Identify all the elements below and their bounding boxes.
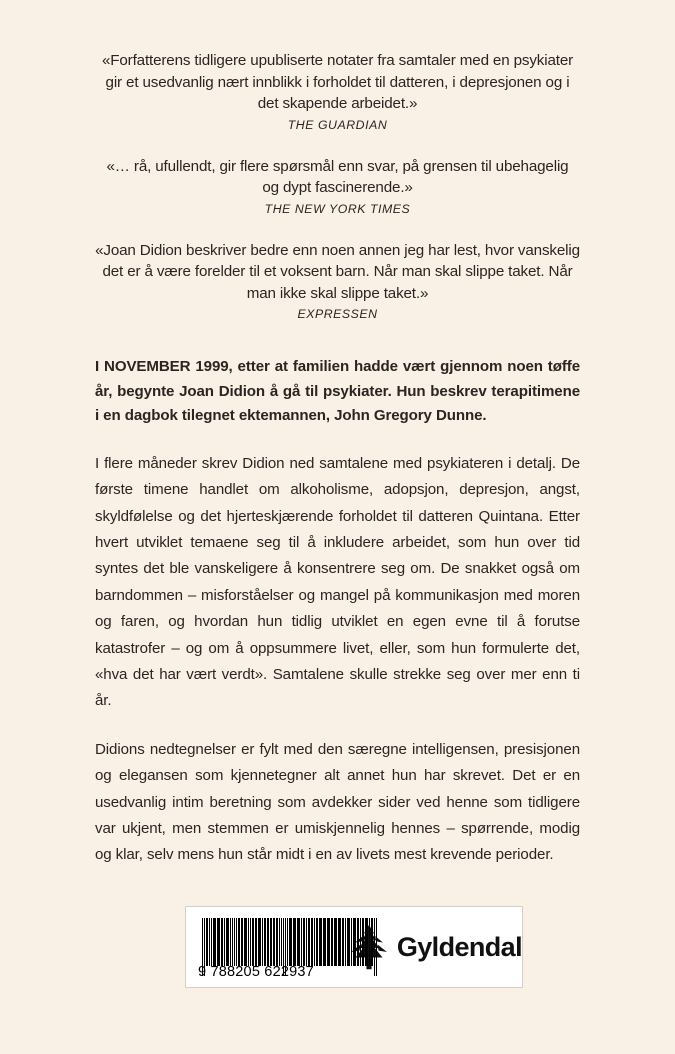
barcode-bars xyxy=(202,918,378,966)
review-quote-text: «Forfatterens tidligere upubliserte notater fra samtaler med en psykiater gir et usedvanlig nært innblikk i forholdet til datteren, i depresjonen og i det skapende arbeidet.» xyxy=(101,52,574,112)
review-quote-source: THE GUARDIAN xyxy=(287,117,388,132)
blurb-paragraph: Didions nedtegnelser er fylt med den særegne intelligensen, presisjonen og elegansen som kjennetegner alt annet hun har skrevet. Det er en usedvanlig intim beretning som avdekker sider ved henne som tidligere var ukjent, men stemmen er umiskjennelig hennes – spørrende, modig og klar, selv mens hun står midt i en av livets mest krevende perioder. xyxy=(95,740,580,864)
blurb-section xyxy=(95,355,580,869)
review-quotes-section xyxy=(95,0,580,324)
review-quote-source: THE NEW YORK TIMES xyxy=(264,201,411,216)
blurb-paragraph: I flere måneder skrev Didion ned samtalene med psykiateren i detalj. De første timene handlet om alkoholisme, adopsjon, depresjon, angst, skyldfølelse og det hjerteskjærende forholdet til datteren Quintana. Etter hvert utviklet temaene seg til å inkludere arbeidet, som hun over tid syntes det ble vanskeligere å konsentrere seg om. De snakket også om barndommen – misforståelser og mangel på kommunikasjon med moren og faren, og hvordan hun tidlig utviklet en egen evne til å forutse katastrofer – og om å oppsummere livet, eller, som hun formulerte det, «hva det har vært verdt». Samtalene skulle strekke seg over mer enn ti år. xyxy=(95,454,580,710)
publisher-name: Gyldendal xyxy=(396,931,522,962)
review-quote-text: «Joan Didion beskriver bedre enn noen annen jeg har lest, hvor vanskelig det er å være forelder til et voksent barn. Når man skal slippe taket. Når man ikke skal slippe taket.» xyxy=(95,241,580,302)
review-quote-text: «… rå, ufullendt, gir flere spørsmål enn svar, på grensen til ubehagelig og dypt fascinerende.» xyxy=(106,157,569,196)
review-quote xyxy=(95,240,580,325)
review-quote xyxy=(95,50,580,135)
barcode-number: 9 788205 622937 xyxy=(198,964,314,980)
barcode-icon xyxy=(186,907,337,987)
barcode-panel xyxy=(185,906,523,988)
blurb-lead-paragraph: I NOVEMBER 1999, etter at familien hadde vært gjennom noen tøffe år, begynte Joan Didion å gå til psykiater. Hun beskrev terapitimene i en dagbok tilegnet ektemannen, John Gregory Dunne. xyxy=(95,358,580,425)
review-quote-source: EXPRESSEN xyxy=(297,307,378,321)
review-quote xyxy=(95,156,580,219)
